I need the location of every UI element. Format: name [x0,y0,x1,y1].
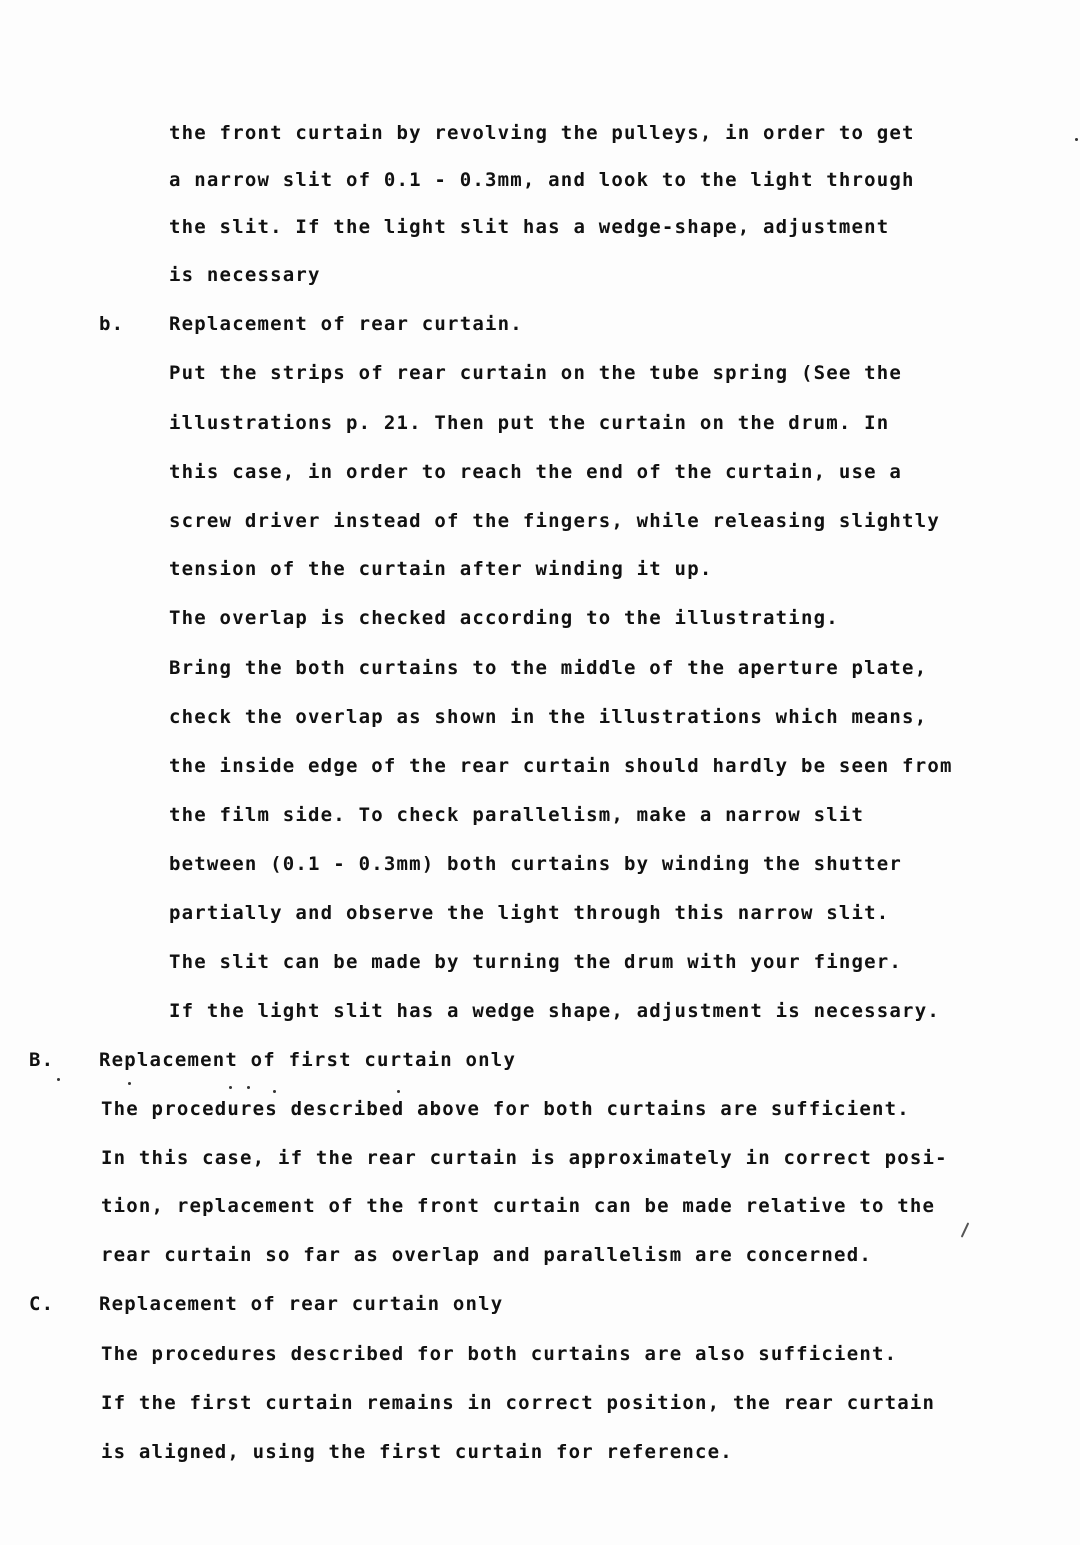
text-line: the inside edge of the rear curtain should hardly be seen from [169,755,953,777]
text-line: Bring the both curtains to the middle of the aperture plate, [169,657,928,679]
scan-speck [1075,138,1078,141]
text-line: tension of the curtain after winding it up. [169,558,713,580]
text-line: The overlap is checked according to the illustrating. [169,607,839,629]
text-line: The slit can be made by turning the drum with your finger. [169,951,903,973]
text-line: is necessary [169,264,321,286]
text-line: the slit. If the light slit has a wedge-shape, adjustment [169,216,890,238]
text-line: is aligned, using the first curtain for reference. [101,1441,733,1463]
text-line: Put the strips of rear curtain on the tube spring (See the [169,362,903,384]
section-marker-C: C. [29,1293,55,1315]
scan-speck [247,1086,250,1089]
scan-speck [273,1090,276,1093]
scan-speck [128,1082,131,1085]
scan-speck [229,1086,232,1089]
text-line: the front curtain by revolving the pulleys, in order to get [169,122,915,144]
text-line: partially and observe the light through this narrow slit. [169,902,890,924]
subsection-heading: Replacement of rear curtain. [169,313,523,335]
text-line: rear curtain so far as overlap and parallelism are concerned. [101,1244,872,1266]
text-line: between (0.1 - 0.3mm) both curtains by winding the shutter [169,853,903,875]
text-line: The procedures described for both curtains are also sufficient. [101,1343,898,1365]
text-line: The procedures described above for both curtains are sufficient. [101,1098,910,1120]
section-heading: Replacement of rear curtain only [99,1293,504,1315]
text-line: the film side. To check parallelism, make a narrow slit [169,804,865,826]
text-line: illustrations p. 21. Then put the curtain on the drum. In [169,412,890,434]
pen-mark [961,1222,970,1237]
text-line: If the first curtain remains in correct position, the rear curtain [101,1392,936,1414]
text-line: If the light slit has a wedge shape, adjustment is necessary. [169,1000,940,1022]
section-heading: Replacement of first curtain only [99,1049,517,1071]
text-line: In this case, if the rear curtain is approximately in correct posi- [101,1147,948,1169]
text-line: this case, in order to reach the end of the curtain, use a [169,461,903,483]
text-line: tion, replacement of the front curtain can be made relative to the [101,1195,936,1217]
text-line: check the overlap as shown in the illustrations which means, [169,706,928,728]
text-line: a narrow slit of 0.1 - 0.3mm, and look to the light through [169,169,915,191]
scan-speck [57,1078,60,1081]
section-marker-B: B. [29,1049,55,1071]
text-line: screw driver instead of the fingers, while releasing slightly [169,510,940,532]
subsection-marker-b: b. [99,313,125,335]
scan-speck [397,1090,400,1093]
